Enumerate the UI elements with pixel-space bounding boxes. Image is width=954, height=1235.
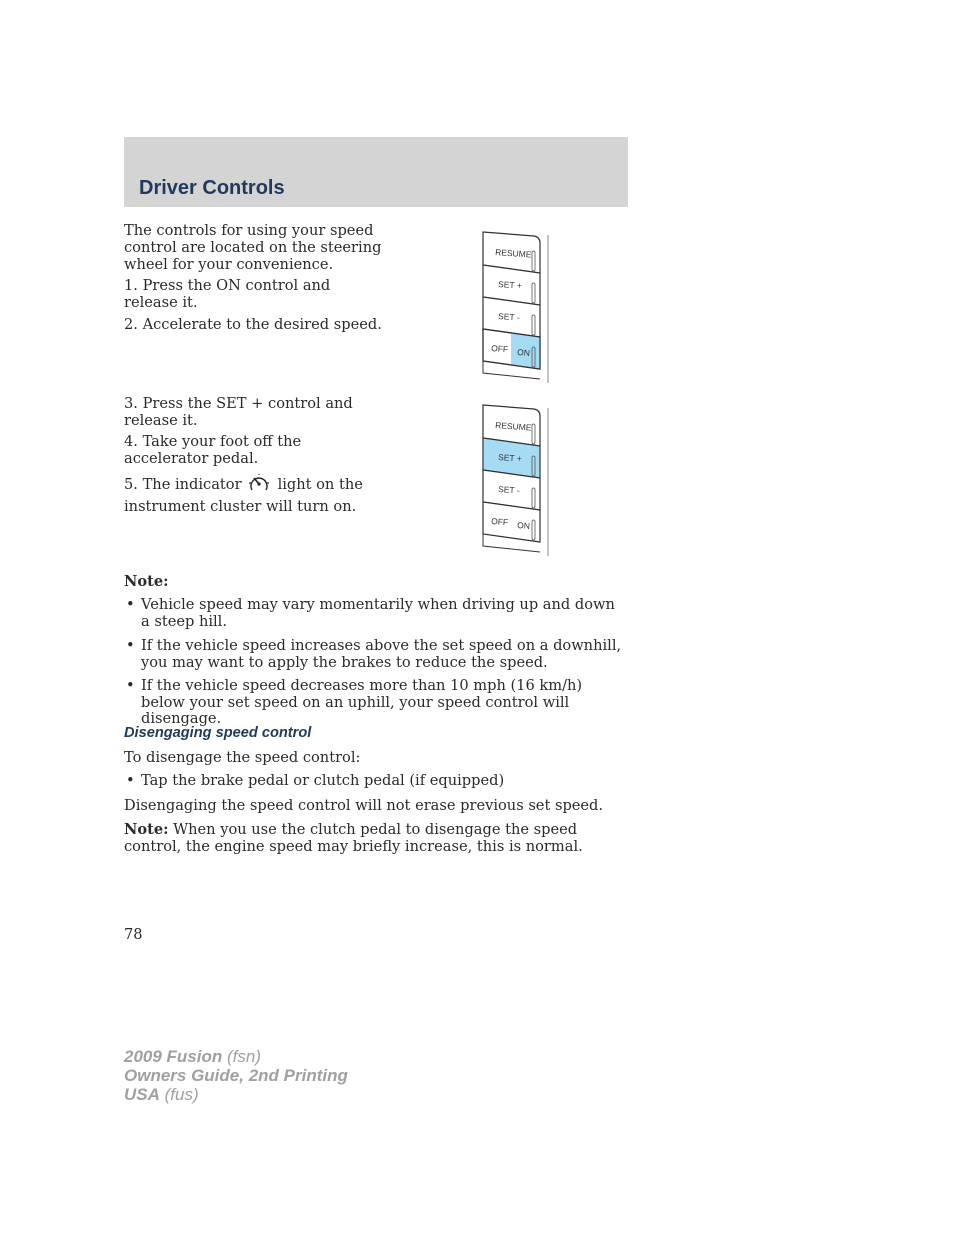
disengage-note-label: Note: [124,821,169,838]
speed-control-diagram-set [474,400,558,558]
set-minus-label: SET - [497,311,521,323]
section-title: Driver Controls [139,177,285,199]
footer-model: 2009 Fusion [124,1047,223,1066]
footer-guide: Owners Guide, 2nd Printing [124,1066,348,1085]
section-header-band [124,137,628,207]
footer-market: USA [124,1085,160,1104]
note-bullet: • Vehicle speed may vary momentarily when driving up and down a steep hill. [124,597,624,630]
note-bullet-text: If the vehicle speed increases above the set speed on a downhill, you may want to apply the brakes to reduce the speed. [141,637,622,671]
disengaging-heading: Disengaging speed control [124,725,312,741]
disengage-bullet: • Tap the brake pedal or clutch pedal (if equipped) [124,773,624,790]
disengage-bullet-text: Tap the brake pedal or clutch pedal (if equipped) [141,772,505,789]
disengage-note [124,821,614,855]
on-label: ON [516,347,531,358]
note-bullet: • If the vehicle speed decreases more than 10 mph (16 km/h) below your set speed on an uphill, your speed control will disengage. [124,678,624,728]
step-1: 1. Press the ON control and release it. [124,277,331,311]
step-5 [124,474,394,515]
resume-label-2: RESUME [494,420,532,433]
step-5-text-before: 5. The indicator [124,476,242,493]
set-minus-label-2: SET - [497,484,521,496]
speed-control-buttons-illustration-2 [474,400,558,558]
step-3: 3. Press the SET + control and release it. [124,395,353,429]
page-number: 78 [124,926,143,943]
on-label-2: ON [516,520,531,531]
off-label-2: OFF [490,516,509,528]
speed-control-buttons-illustration [474,227,558,385]
disengage-text: Disengaging the speed control will not erase previous set speed. [124,797,604,814]
set-plus-label-2: SET + [497,452,523,464]
speed-control-diagram-on [474,227,558,385]
footer-market-code: (fus) [164,1085,199,1104]
off-label: OFF [490,343,509,355]
note-bullet-text: Vehicle speed may vary momentarily when driving up and down a steep hill. [141,596,615,630]
step-5-text-after: light on the instrument cluster will turn on. [124,476,363,515]
disengage-intro: To disengage the speed control: [124,749,361,766]
resume-label: RESUME [494,247,532,260]
document-footer [124,1047,348,1104]
note-bullet-text: If the vehicle speed decreases more than 10 mph (16 km/h) below your set speed on an uphill, your speed control will disengage. [141,677,583,727]
speed-control-indicator-icon [248,474,270,498]
set-plus-label: SET + [497,279,523,291]
step-4: 4. Take your foot off the accelerator pedal. [124,433,302,467]
disengage-note-text: When you use the clutch pedal to disengage the speed control, the engine speed may briefly increase, this is normal. [124,821,583,855]
step-2: 2. Accelerate to the desired speed. [124,316,382,333]
note-bullet: • If the vehicle speed increases above the set speed on a downhill, you may want to apply the brakes to reduce the speed. [124,638,624,671]
footer-model-code: (fsn) [227,1047,261,1066]
note-label: Note: [124,573,169,590]
intro-paragraph: The controls for using your speed control are located on the steering wheel for your convenience. [124,222,382,273]
